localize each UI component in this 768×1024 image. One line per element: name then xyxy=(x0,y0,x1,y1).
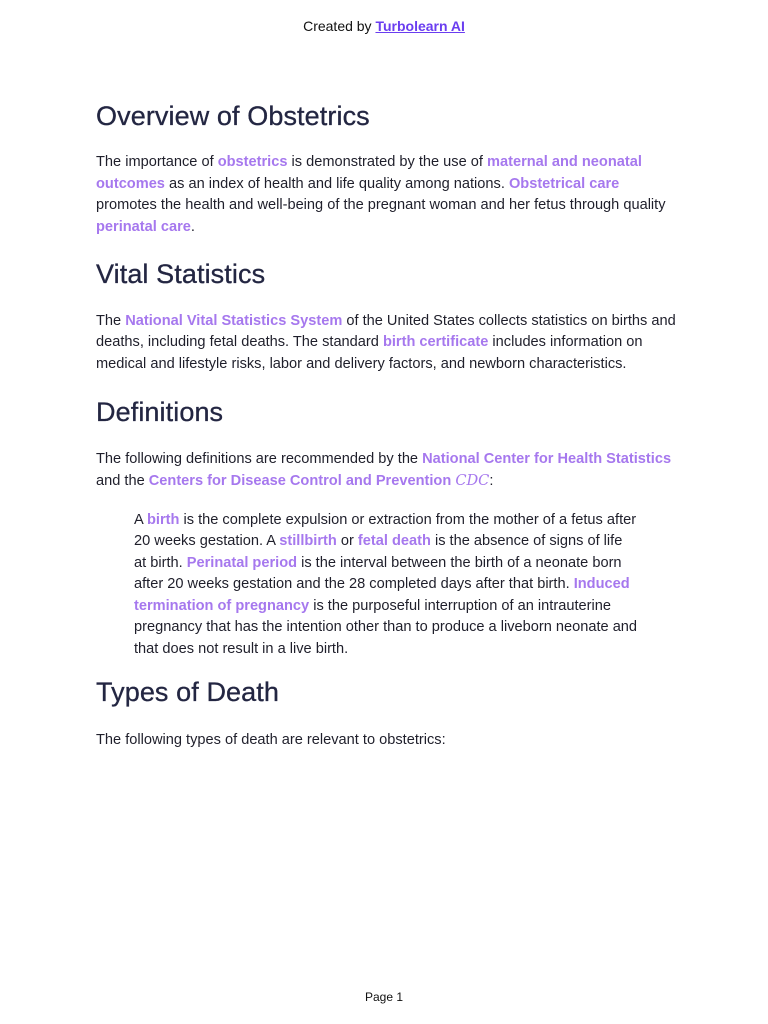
document-body xyxy=(96,96,676,751)
term-nchs: National Center for Health Statistics xyxy=(422,450,672,467)
turbolearn-link[interactable]: Turbolearn AI xyxy=(375,18,465,34)
term-maternal-neonatal-outcomes: maternal and neonatal outcomes xyxy=(96,154,642,192)
term-obstetrical-care: Obstetrical care xyxy=(508,175,620,192)
vital-statistics-paragraph: The National Vital Statistics System of the United States collects statistics on births and deaths, including fetal deaths. The standard birth certificate includes information on medical and lifestyle risks, labor and delivery factors, and newborn characteristics. xyxy=(96,312,676,372)
term-obstetrics: obstetrics xyxy=(217,154,288,171)
term-perinatal-care: perinatal care xyxy=(96,218,191,235)
types-of-death-paragraph: The following types of death are relevant to obstetrics: xyxy=(96,731,446,748)
section-definitions xyxy=(96,396,676,660)
section-vital-statistics xyxy=(96,258,676,375)
page-number: Page 1 xyxy=(364,990,404,1004)
term-induced-termination: Induced termination of pregnancy xyxy=(134,576,630,614)
overview-paragraph: The importance of obstetrics is demonstrated by the use of maternal and neonatal outcomes as an index of health and life quality among nations. Obstetrical care promotes the health and well-being of the pregnant woman and her fetus through quality perinatal care. xyxy=(96,154,666,235)
term-stillbirth: stillbirth xyxy=(279,533,337,550)
term-birth-certificate: birth certificate xyxy=(382,334,489,351)
definitions-intro: The following definitions are recommended by the National Center for Health Statistics and the Centers for Disease Control and Prevention CDC: xyxy=(96,450,672,490)
term-perinatal-period: Perinatal period xyxy=(186,554,298,571)
term-birth: birth xyxy=(146,511,180,528)
section-title-definitions: Definitions xyxy=(96,397,224,428)
term-nvss: National Vital Statistics System xyxy=(125,312,343,329)
section-title-overview: Overview of Obstetrics xyxy=(96,101,370,131)
definitions-blockquote: A birth is the complete expulsion or extraction from the mother of a fetus after 20 weeks gestation. A stillbirth or fetal death is the absence of signs of life at birth. Perinatal period is the interval between the birth of a neonate born after 20 weeks gestation and the 28 completed days after that birth. Induced termination of pregnancy is the purposeful interruption of an intrauterine pregnancy that has the intention other than to produce a liveborn neonate and that does not result in a live birth. xyxy=(134,511,638,657)
section-title-types-of-death: Types of Death xyxy=(96,677,280,708)
math-cdc: CDC xyxy=(455,472,490,490)
term-cdc-full: Centers for Disease Control and Prevention xyxy=(148,473,452,490)
header-prefix: Created by xyxy=(303,18,376,34)
section-title-vital-statistics: Vital Statistics xyxy=(96,259,266,290)
page-header xyxy=(0,18,768,34)
section-overview xyxy=(96,100,676,238)
section-types-of-death xyxy=(96,676,676,751)
term-fetal-death: fetal death xyxy=(357,533,431,550)
